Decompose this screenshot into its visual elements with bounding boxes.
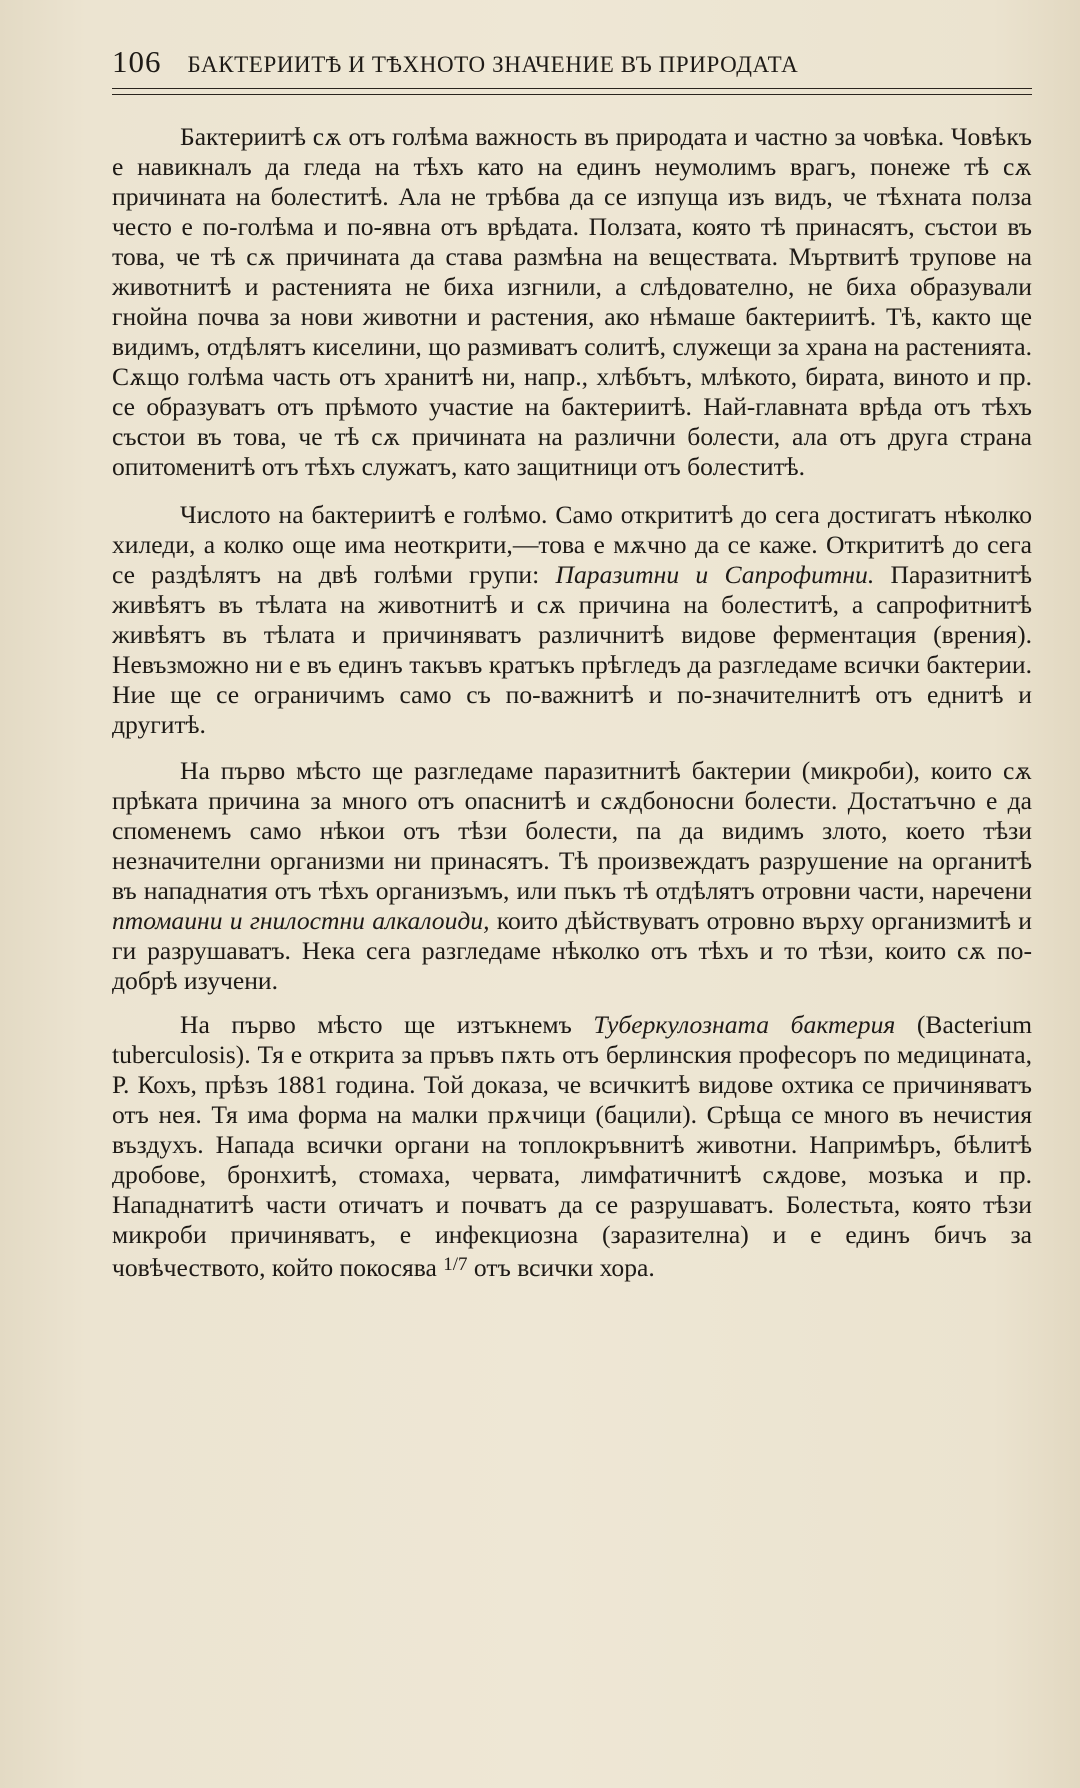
paragraph-4-text-c: отъ всички хора. — [467, 1253, 655, 1282]
paragraph-4 — [112, 1010, 1032, 1283]
page-number: 106 — [112, 44, 162, 79]
paragraph-3-text-b: които дѣйствуватъ отровно върху организмитѣ и ги разрушаватъ. Нека сега разгледаме нѣколко отъ тѣхъ и то тѣзи, които сѫ по-добрѣ изучени. — [112, 906, 1032, 995]
paragraph-2 — [112, 500, 1032, 740]
paragraph-3-text-a: На първо мѣсто ще разгледаме паразитнитѣ бактерии (микроби), които сѫ прѣката причина за много отъ опаснитѣ и сѫдбоносни болести. Достатъчно е да споменемъ само нѣкои отъ тѣзи болести, па да видимъ злото, което тѣзи незначителни организми ни принасятъ. Тѣ произвеждатъ разрушение на органитѣ въ нападнатия отъ тѣхъ организъмъ, или пъкъ тѣ отдѣлятъ отровни части, наречени — [112, 756, 1032, 905]
paragraph-2-italic-groups: Паразитни и Сапрофитни. — [555, 560, 875, 589]
fraction-one-seventh: 1/7 — [443, 1254, 468, 1275]
paragraph-1 — [112, 122, 1032, 482]
paragraph-2-text-a: Числото на бактериитѣ е голѣмо. Само открититѣ до сега достигатъ нѣколко хиледи, а колко още има неоткрити,—това е мѫчно да се каже. Открититѣ до сега се раздѣлятъ на двѣ голѣми групи: — [112, 500, 1032, 589]
paragraph-4-text-b: (Bacterium tuberculosis). Тя е открита за пръвъ пѫть отъ берлинския професоръ по медицината, Р. Кохъ, прѣзъ 1881 година. Той доказа, че всичкитѣ видове охтика се причиняватъ отъ нея. Тя има форма на малки прѫчици (бацили). Срѣща се много въ нечистия въздухъ. Напада всички органи на топлокръвнитѣ животни. Напримѣръ, бѣлитѣ дробове, бронхитѣ, стомаха, червата, лимфатичнитѣ сѫдове, мозъка и пр. Нападнатитѣ части отичатъ и почватъ да се разрушаватъ. Болестьта, която тѣзи микроби причиняватъ, е инфекциозна (заразителна) и е единъ бичъ за човѣчеството, който покосява — [112, 1010, 1032, 1282]
paragraph-3 — [112, 756, 1032, 996]
header-rule-thin — [112, 94, 1032, 95]
header-rule-thick — [112, 88, 1032, 89]
paragraph-2-text-b: Паразитнитѣ живѣятъ въ тѣлата на животнитѣ и сѫ причина на болеститѣ, а сапрофитнитѣ живѣятъ въ тѣлата и причиняватъ различнитѣ видове ферментация (врения). Невъзможно ни е въ единъ такъвъ кратъкъ прѣгледъ да разгледаме всички бактерии. Ние ще се ограничимъ само съ по-важнитѣ и по-значителнитѣ отъ еднитѣ и другитѣ. — [112, 560, 1032, 739]
paragraph-1-text: Бактериитѣ сѫ отъ голѣма важность въ природата и частно за човѣка. Човѣкъ е навикналъ да гледа на тѣхъ като на единъ неумолимъ врагъ, понеже тѣ сѫ причината на болеститѣ. Ала не трѣбва да се изпуща изъ видъ, че тѣхната полза често е по-голѣма и по-явна отъ врѣдата. Ползата, която тѣ принасятъ, състои въ това, че тѣ сѫ причината да става размѣна на веществата. Мъртвитѣ трупове на животнитѣ и растенията не биха изгнили, а слѣдователно, не биха образували гнойна почва за нови животни и растения, ако нѣмаше бактериитѣ. Тѣ, както ще видимъ, отдѣлятъ киселини, що размиватъ солитѣ, служещи за храна на растенията. Сѫщо голѣма часть отъ хранитѣ ни, напр., хлѣбътъ, млѣкото, бирата, виното и пр. се образуватъ отъ прѣмото участие на бактериитѣ. Най-главната врѣда отъ тѣхъ състои въ това, че тѣ сѫ причината на различни болести, ала отъ друга страна опитоменитѣ отъ тѣхъ служатъ, като защитници отъ болеститѣ. — [112, 122, 1032, 481]
paragraph-4-italic-term: Туберкулозната бактерия — [593, 1010, 896, 1039]
paragraph-3-italic-terms: птомаини и гнилостни алкалоиди, — [112, 906, 490, 935]
running-title: БАКТЕРИИТѢ И ТѢХНОТО ЗНАЧЕНИЕ ВЪ ПРИРОДАТА — [187, 52, 799, 77]
page-header — [112, 44, 1032, 80]
paragraph-4-text-a: На първо мѣсто ще изтъкнемъ — [180, 1010, 594, 1039]
page-body — [112, 122, 1032, 1301]
